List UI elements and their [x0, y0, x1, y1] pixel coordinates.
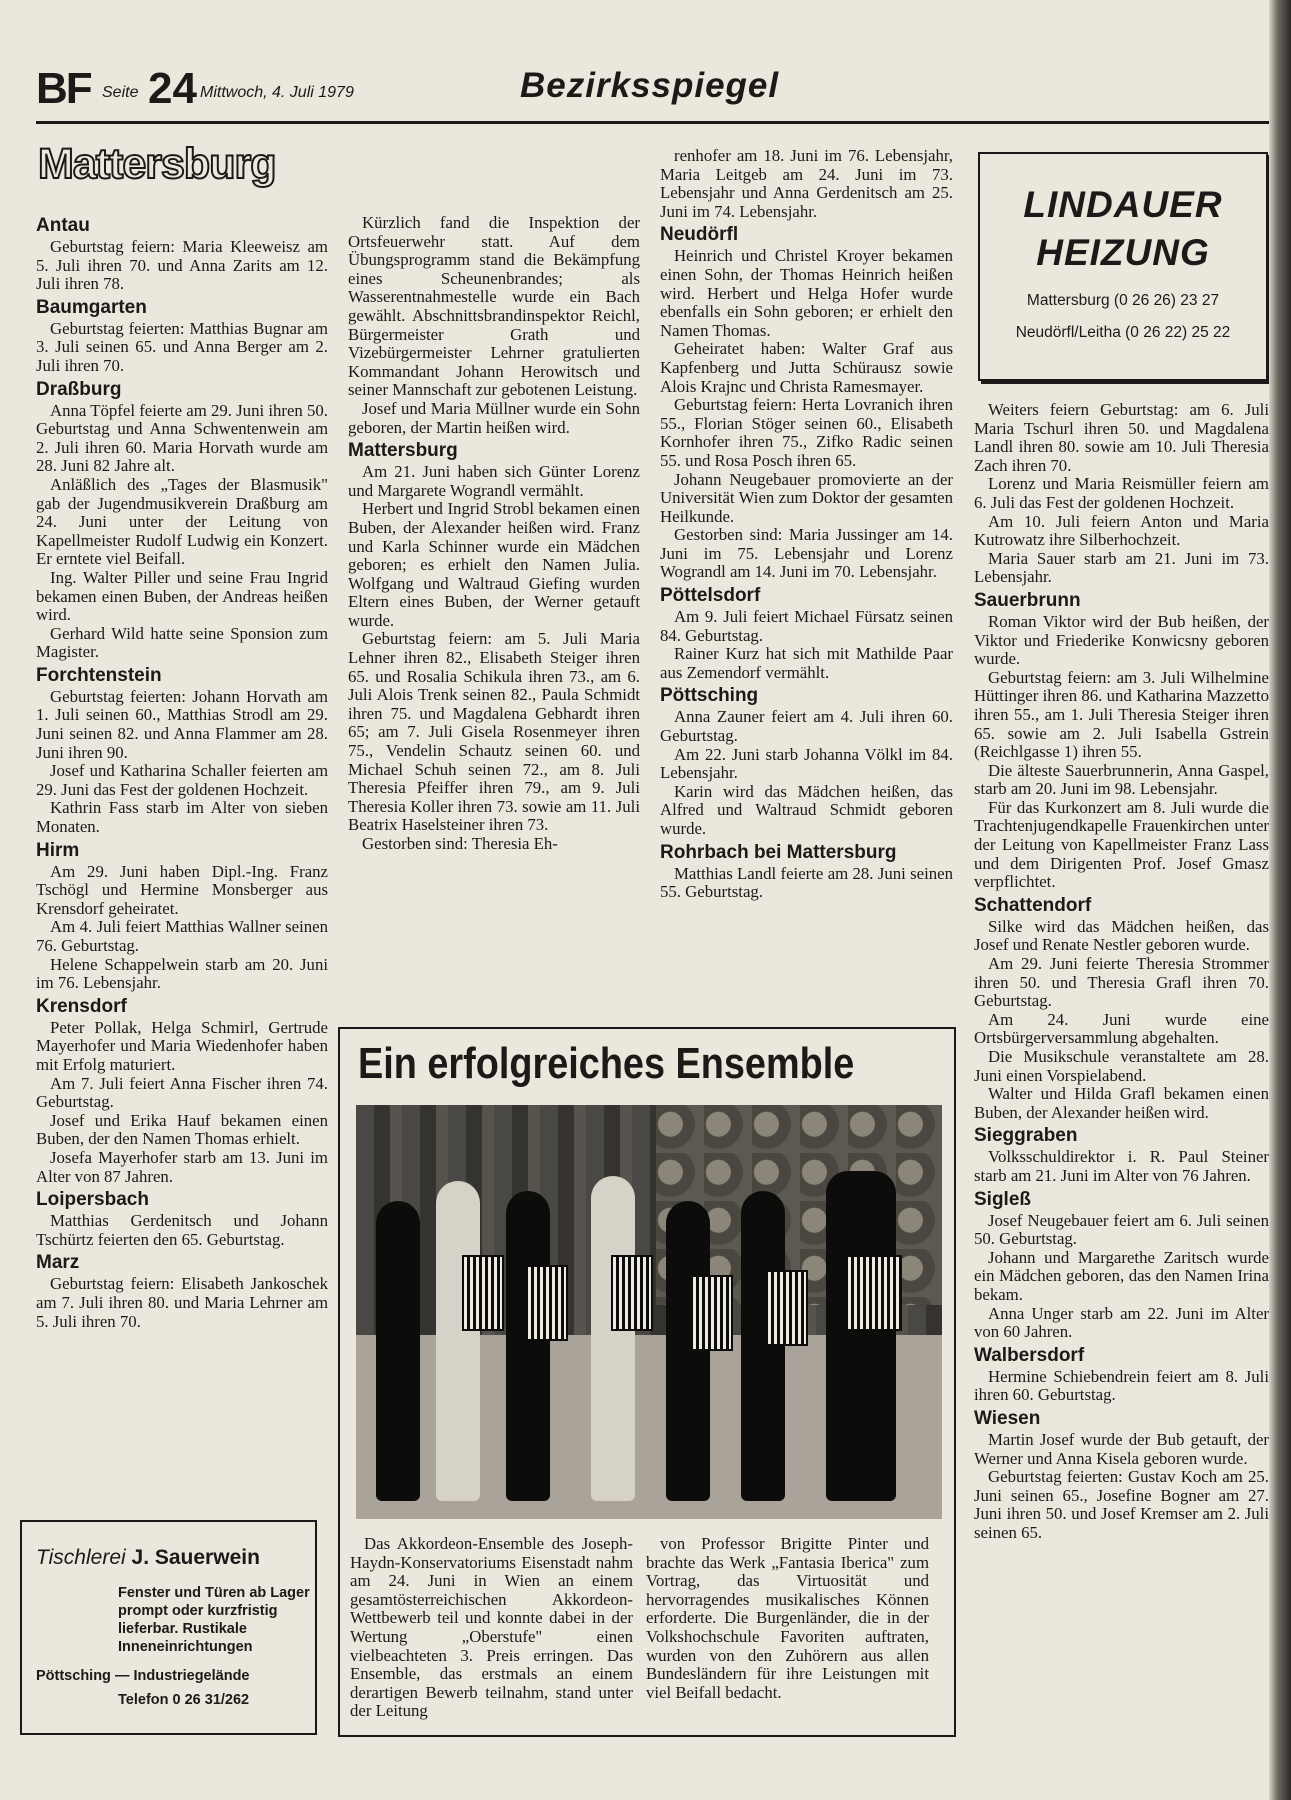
carpentry-advertisement — [20, 1520, 317, 1735]
news-paragraph: renhofer am 18. Juni im 76. Lebensjahr, Maria Leitgeb am 24. Juni im 73. Lebensjahr und Anna Gerdenitsch am 25. Juni im 74. Lebensjahr. — [660, 146, 953, 221]
news-paragraph: Gerhard Wild hatte seine Sponsion zum Magister. — [36, 623, 328, 662]
news-paragraph: Maria Sauer starb am 21. Juni im 73. Lebensjahr. — [974, 548, 1269, 587]
musician-figure — [376, 1201, 420, 1501]
news-paragraph: Martin Josef wurde der Bub getauft, der Werner und Anna Kisela geboren wurde. — [974, 1429, 1269, 1468]
page-edge-shadow — [1269, 0, 1291, 1800]
news-paragraph: Anna Zauner feiert am 4. Juli ihren 60. Geburtstag. — [660, 707, 953, 746]
ad-title-prefix: Tischlerei — [36, 1546, 126, 1569]
news-paragraph: Geburtstag feiern: Elisabeth Jankoschek am 7. Juli ihren 80. und Maria Lehrner am 5. Juli ihren 70. — [36, 1274, 328, 1331]
feature-article — [338, 1027, 956, 1737]
issue-date: Mittwoch, 4. Juli 1979 — [200, 84, 354, 101]
musician-figure — [436, 1181, 480, 1501]
news-paragraph: Kürzlich fand die Inspektion der Ortsfeuerwehr statt. Auf dem Übungsprogramm stand die Bekämpfung eines Scheunenbrandes; als Wasserentnahmestelle wurde ein Bach gewählt. Abschnittsbrandinspektor Reichl, Bürgermeister Grath und Vizebürgermeister Lehrner gratulierten Kommandant Johann Herowitsch und seiner Mannschaft zur gebotenen Leistung. — [348, 213, 640, 400]
column-4 — [974, 401, 1269, 1542]
accordion — [462, 1255, 504, 1331]
ad-company-name-1: LINDAUER — [1023, 184, 1223, 225]
locality-heading: Neudörfl — [660, 224, 739, 246]
locality-heading: Forchtenstein — [36, 664, 162, 686]
ad-phone-neudoerfl: Neudörfl/Leitha (0 26 22) 25 22 — [1015, 324, 1231, 341]
news-paragraph: Gestorben sind: Maria Jussinger am 14. Juni im 75. Lebensjahr und Lorenz Wograndl am 14. Juni im 70. Lebensjahr. — [660, 525, 953, 582]
news-paragraph: Geheiratet haben: Walter Graf aus Kapfenberg und Jutta Schürausz sowie Alois Krajnc und Christa Ramesmayer. — [660, 339, 953, 396]
locality-heading: Wiesen — [974, 1407, 1041, 1429]
news-paragraph: Josefa Mayerhofer starb am 13. Juni im Alter von 87 Jahren. — [36, 1147, 328, 1186]
news-paragraph: Anna Töpfel feierte am 29. Juni ihren 50. Geburtstag und Anna Schwentenwein am 2. Juli ihren 60. Maria Horvath wurde am 28. Juni 82 Jahre alt. — [36, 400, 328, 476]
locality-heading: Baumgarten — [36, 296, 147, 318]
musician-figure — [666, 1201, 710, 1501]
musician-figure — [826, 1171, 896, 1501]
ad-phone: Telefon 0 26 31/262 — [118, 1692, 250, 1708]
locality-heading: Pöttsching — [660, 685, 759, 707]
news-paragraph: Anna Unger starb am 22. Juni im Alter von 60 Jahren. — [974, 1303, 1269, 1342]
locality-heading: Antau — [36, 215, 90, 236]
column-3 — [660, 147, 953, 902]
news-paragraph: Am 7. Juli feiert Anna Fischer ihren 74. Geburtstag. — [36, 1073, 328, 1112]
news-paragraph: Am 4. Juli feiert Matthias Wallner seinen 76. Geburtstag. — [36, 917, 328, 955]
locality-heading: Schattendorf — [974, 894, 1092, 916]
news-paragraph: Roman Viktor wird der Bub heißen, der Viktor und Friederike Konwicsny geboren wurde. — [974, 611, 1269, 669]
locality-heading: Loipersbach — [36, 1189, 149, 1211]
news-paragraph: Kathrin Fass starb im Alter von sieben Monaten. — [36, 798, 328, 837]
news-paragraph: Am 29. Juni feierte Theresia Strommer ihren 50. und Theresia Grafl ihren 70. Geburtstag. — [974, 954, 1269, 1011]
header-rule — [36, 121, 1272, 124]
news-paragraph: Josef und Katharina Schaller feierten am 29. Juni das Fest der goldenen Hochzeit. — [36, 761, 328, 799]
ad-title-name: J. Sauerwein — [131, 1546, 260, 1569]
ad-phone-mattersburg: Mattersburg (0 26 26) 23 27 — [1026, 292, 1220, 309]
ad-description: Fenster und Türen ab Lager prompt oder kurzfristig lieferbar. Rustikale Inneneinrichtungen — [118, 1585, 310, 1655]
news-paragraph: Die Musikschule veranstaltete am 28. Juni einen Vorspielabend. — [974, 1047, 1269, 1085]
news-paragraph: Anläßlich des „Tages der Blasmusik" gab der Jugendmusikverein Draßburg am 24. Juni unter der Leitung von Kapellmeister Rudolf Ludwig ein Konzert. Er erntete viel Beifall. — [36, 474, 328, 569]
column-1 — [36, 212, 328, 1331]
ensemble-photo — [356, 1105, 942, 1519]
news-paragraph: Für das Kurkonzert am 8. Juli wurde die Trachtenjugendkapelle Frauenkirchen unter der Leitung von Kapellmeister Franz Lass und dem Dirigenten Prof. Josef Gmasz verpflichtet. — [974, 797, 1269, 892]
news-paragraph: Karin wird das Mädchen heißen, das Alfred und Waltraud Schmidt geboren wurde. — [660, 781, 953, 838]
accordion — [526, 1265, 568, 1341]
locality-heading: Sigleß — [974, 1188, 1032, 1210]
locality-heading: Sieggraben — [974, 1125, 1078, 1147]
accordion — [611, 1255, 653, 1331]
page-label: Seite — [102, 84, 139, 101]
news-paragraph: Matthias Landl feierte am 28. Juni seinen 55. Geburtstag. — [660, 863, 953, 902]
news-paragraph: Geburtstag feierten: Gustav Koch am 25. Juni seinen 65., Josefine Bogner am 27. Juni ihren 50. und Josef Kremser am 2. Juli seinen 65. — [974, 1467, 1269, 1542]
column-2 — [348, 214, 640, 854]
page-header — [36, 64, 1272, 120]
locality-heading: Mattersburg — [348, 440, 458, 462]
news-paragraph: Heinrich und Christel Kroyer bekamen einen Sohn, der Thomas Heinrich heißen wird. Herbert und Helga Hofer wurde ebenfalls ein Sohn geboren; er erhielt den Namen Thomas. — [660, 246, 953, 340]
locality-heading: Krensdorf — [36, 995, 127, 1017]
news-paragraph: Lorenz und Maria Reismüller feiern am 6. Juli das Fest der goldenen Hochzeit. — [974, 474, 1269, 512]
locality-heading: Walbersdorf — [974, 1344, 1085, 1366]
locality-heading: Sauerbrunn — [974, 589, 1081, 611]
newspaper-logo: BF — [36, 64, 91, 113]
region-title: Mattersburg — [38, 140, 276, 188]
news-paragraph: Geburtstag feiern: am 3. Juli Wilhelmine Hüttinger ihren 86. und Katharina Mazzetto ihren 55., am 1. Juli Theresia Steiger ihren 65. sowie am 2. Juli Isabella Gstrein (Reichlgasse 1) ihren 55. — [974, 667, 1269, 762]
news-paragraph: Geburtstag feierten: Matthias Bugnar am 3. Juli seinen 65. und Anna Berger am 2. Juli ihren 70. — [36, 318, 328, 375]
news-paragraph: Die älteste Sauerbrunnerin, Anna Gaspel, starb am 20. Juni im 98. Lebensjahr. — [974, 760, 1269, 799]
news-paragraph: Hermine Schiebendrein feiert am 8. Juli ihren 60. Geburtstag. — [974, 1366, 1269, 1405]
news-paragraph: Geburtstag feierten: Johann Horvath am 1. Juli seinen 60., Matthias Strodl am 29. Juni seinen 82. und Anna Flammer am 28. Juni ihren 90. — [36, 686, 328, 762]
news-paragraph: Weiters feiern Geburtstag: am 6. Juli Maria Tschurl ihren 50. und Magdalena Landl ihren 80. sowie am 10. Juli Theresia Zach ihren 70. — [974, 400, 1269, 475]
news-paragraph: Josef Neugebauer feiert am 6. Juli seinen 50. Geburtstag. — [974, 1210, 1269, 1249]
news-paragraph: Herbert und Ingrid Strobl bekamen einen Buben, der Alexander heißen wird. Franz und Karla Schinner wurde ein Mädchen geboren; es erhielt den Namen Julia. Wolfgang und Waltraud Giefing wurden Eltern eines Buben, der Werner getauft wurde. — [348, 499, 640, 630]
heating-advertisement — [978, 152, 1268, 381]
accordion — [691, 1275, 733, 1351]
news-paragraph: Geburtstag feiern: Herta Lovranich ihren 55., Florian Stöger seinen 60., Elisabeth Kornhofer ihren 75., Zifko Radic seinen 55. und Rosa Posch ihren 65. — [660, 395, 953, 470]
musician-figure — [741, 1191, 785, 1501]
news-paragraph: Am 24. Juni wurde eine Ortsbürgerversammlung abgehalten. — [974, 1009, 1269, 1048]
accordion — [846, 1255, 902, 1331]
news-paragraph: Am 9. Juli feiert Michael Fürsatz seinen 84. Geburtstag. — [660, 607, 953, 645]
news-paragraph: Silke wird das Mädchen heißen, das Josef und Renate Nestler geboren wurde. — [974, 916, 1269, 955]
news-paragraph: Walter und Hilda Grafl bekamen einen Buben, der Alexander heißen wird. — [974, 1084, 1269, 1122]
section-title: Bezirksspiegel — [520, 66, 780, 105]
locality-heading: Draßburg — [36, 378, 122, 400]
news-paragraph: Matthias Gerdenitsch und Johann Tschürtz feierten den 65. Geburtstag. — [36, 1211, 328, 1249]
locality-heading: Rohrbach bei Mattersburg — [660, 841, 897, 863]
news-paragraph: Ing. Walter Piller und seine Frau Ingrid bekamen einen Buben, der Andreas heißen wird. — [36, 567, 328, 625]
news-paragraph: Johann Neugebauer promovierte an der Universität Wien zum Doktor der gesamten Heilkunde. — [660, 469, 953, 526]
feature-headline: Ein erfolgreiches Ensemble — [358, 1039, 855, 1088]
news-paragraph: Peter Pollak, Helga Schmirl, Gertrude Mayerhofer und Maria Wiedenhofer haben mit Erfolg maturiert. — [36, 1017, 328, 1074]
ad-address: Pöttsching — Industriegelände — [36, 1668, 250, 1684]
ad-company-name-2: HEIZUNG — [1036, 232, 1210, 273]
news-paragraph: Gestorben sind: Theresia Eh- — [362, 834, 558, 853]
news-paragraph: Am 10. Juli feiern Anton und Maria Kutrowatz ihre Silberhochzeit. — [974, 511, 1269, 550]
news-paragraph: Rainer Kurz hat sich mit Mathilde Paar aus Zemendorf vermählt. — [660, 644, 953, 682]
news-paragraph: Josef und Maria Müllner wurde ein Sohn geboren, der Martin heißen wird. — [348, 398, 640, 437]
news-paragraph: Geburtstag feiern: am 5. Juli Maria Lehner ihren 82., Elisabeth Steiger ihren 65. und Rosalia Schikula ihren 73., am 6. Juli Alois Trenk seinen 82., Paula Schmidt ihren 75. und Magdalena Gebhardt ihren 65; am 7. Juli Gisela Rosenmeyer ihren 75., Vendelin Schautz seinen 60. und Michael Schuh seinen 72., am 8. Juli Theresia Pfeiffer ihren 79., am 9. Juli Theresia Koller ihren 73. sowie am 11. Juli Beatrix Haselsteiner ihren 73. — [348, 629, 640, 835]
page-number: 24 — [148, 64, 197, 113]
news-paragraph: Helene Schappelwein starb am 20. Juni im 76. Lebensjahr. — [36, 954, 328, 993]
locality-heading: Marz — [36, 1252, 80, 1274]
news-paragraph: Am 21. Juni haben sich Günter Lorenz und Margarete Wograndl vermählt. — [348, 462, 640, 500]
feature-text-left: Das Akkordeon-Ensemble des Joseph-Haydn-Konservatoriums Eisenstadt nahm am 24. Juni in Wien an einem gesamtösterreichischen Akkordeon-Wettbewerb teil und konnte dabei in der Wertung „Oberstufe" einen vielbeachteten 3. Preis erringen. Das Ensemble, das erstmals an einem derartigen Bewerb teilnahm, stand unter der Leitung — [350, 1534, 633, 1721]
ad-carpentry-title — [36, 1546, 315, 1570]
news-paragraph: Am 22. Juni starb Johanna Völkl im 84. Lebensjahr. — [660, 744, 953, 783]
news-paragraph: Volksschuldirektor i. R. Paul Steiner starb am 21. Juni im Alter von 76 Jahren. — [974, 1147, 1269, 1185]
accordion — [766, 1270, 808, 1346]
news-paragraph: Josef und Erika Hauf bekamen einen Buben, der den Namen Thomas erhielt. — [36, 1110, 328, 1149]
news-paragraph: Johann und Margarethe Zaritsch wurde ein Mädchen geboren, das den Namen Irina bekam. — [974, 1247, 1269, 1304]
locality-heading: Hirm — [36, 839, 80, 861]
locality-heading: Pöttelsdorf — [660, 585, 761, 607]
news-paragraph: Am 29. Juni haben Dipl.-Ing. Franz Tschögl und Hermine Monsberger aus Krensdorf geheiratet. — [36, 861, 328, 918]
musician-figure — [506, 1191, 550, 1501]
musician-figure — [591, 1176, 635, 1501]
news-paragraph: Geburtstag feiern: Maria Kleeweisz am 5. Juli ihren 70. und Anna Zarits am 12. Juli ihren 78. — [36, 237, 328, 294]
feature-text-right: von Professor Brigitte Pinter und brachte das Werk „Fantasia Iberica" zum Vortrag, das Virtuosität und hervorragendes musikalisches Können erforderte. Die Burgenländer, die in der Volkshochschule Favoriten auftraten, wurden von den Zuhörern aus allen Bundesländern für ihre Leistungen mit viel Beifall bedacht. — [646, 1534, 929, 1702]
